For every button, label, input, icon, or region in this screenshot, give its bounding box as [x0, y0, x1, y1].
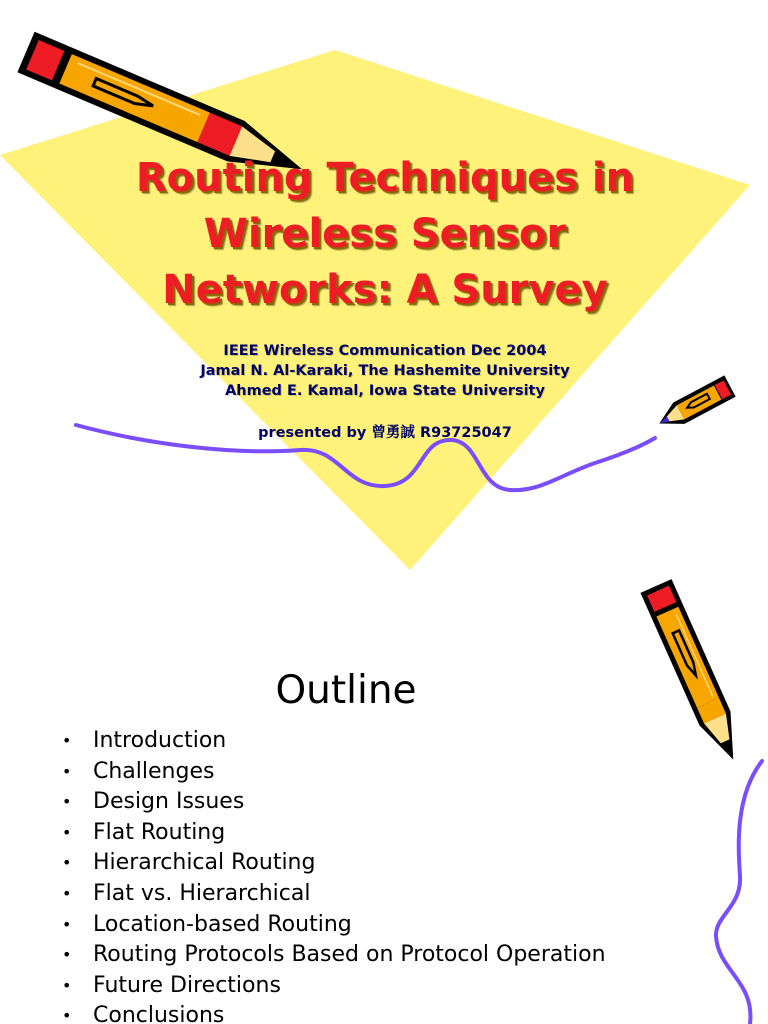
presenter-line: presented by 曾勇誠 R93725047	[258, 425, 512, 441]
outline-list	[62, 726, 702, 1024]
pencil-icon	[654, 375, 736, 434]
bullet-icon: •	[62, 761, 72, 781]
list-item	[62, 787, 702, 818]
list-item	[62, 848, 702, 879]
bullet-icon: •	[62, 883, 72, 903]
list-item	[62, 818, 702, 849]
list-item	[62, 726, 702, 757]
outline-slide	[0, 576, 768, 1024]
list-item	[62, 879, 702, 910]
bullet-icon: •	[62, 945, 72, 965]
bullet-icon: •	[62, 1006, 72, 1024]
bullet-icon: •	[62, 731, 72, 750]
list-item-text: Design Issues	[93, 789, 245, 815]
bullet-icon: •	[62, 822, 72, 842]
slide-subtitle	[150, 341, 620, 401]
list-item	[62, 1001, 702, 1024]
title-line: Networks: A Survey	[162, 267, 608, 313]
list-item-text: Introduction	[93, 728, 227, 753]
wavy-line	[716, 761, 762, 1024]
list-item	[62, 940, 702, 971]
bullet-icon: •	[62, 853, 72, 873]
list-item-text: Location-based Routing	[93, 911, 352, 937]
list-item	[62, 757, 702, 788]
slide-title	[110, 150, 660, 318]
list-item-text: Routing Protocols Based on Protocol Operation	[93, 942, 606, 968]
list-item-text: Future Directions	[93, 972, 281, 998]
title-line: Routing Techniques in	[135, 155, 635, 201]
title-line: Wireless Sensor	[203, 211, 567, 257]
list-item	[62, 971, 702, 1002]
list-item-text: Challenges	[93, 758, 215, 784]
list-item-text: Flat Routing	[93, 819, 226, 845]
publication-line: IEEE Wireless Communication Dec 2004	[223, 343, 547, 359]
bullet-icon: •	[62, 792, 72, 812]
outline-title: Outline	[275, 668, 417, 713]
author-line: Jamal N. Al-Karaki, The Hashemite University	[200, 363, 570, 379]
author-line: Ahmed E. Kamal, Iowa State University	[225, 383, 545, 399]
list-item-text: Flat vs. Hierarchical	[93, 880, 311, 906]
bullet-icon: •	[62, 975, 72, 995]
bullet-icon: •	[62, 914, 72, 934]
list-item-text: Hierarchical Routing	[93, 850, 316, 876]
list-item-text: Conclusions	[93, 1003, 225, 1024]
list-item	[62, 910, 702, 941]
